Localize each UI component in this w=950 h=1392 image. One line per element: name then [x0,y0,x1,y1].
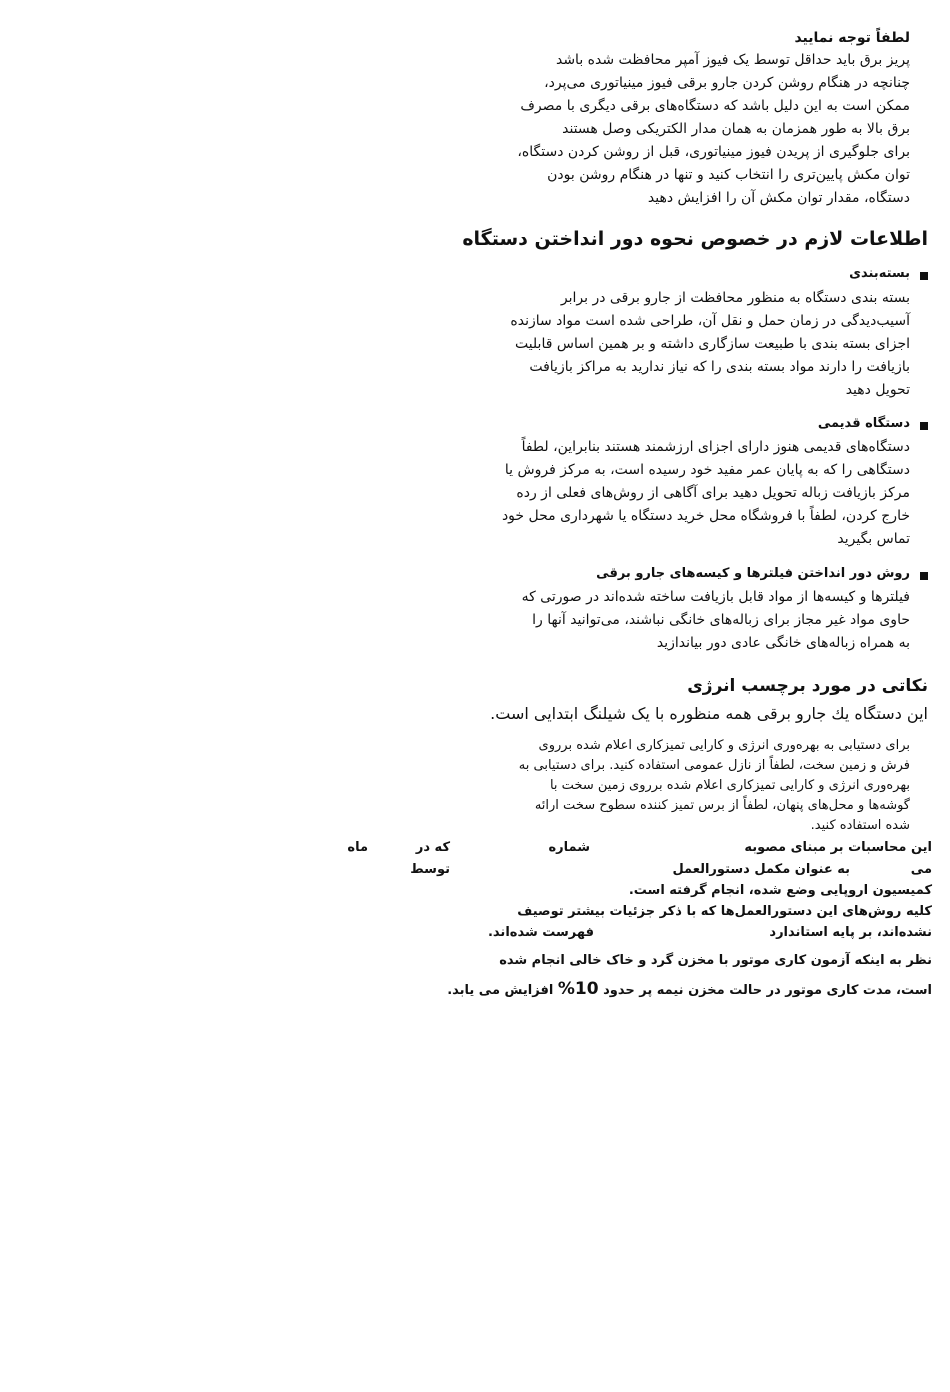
final-line-2-end: افزایش می یابد. [447,983,554,998]
old-device-line: دستگاه‌های قدیمی هنوز دارای اجزای ارزشمند هستند بنابراین، لطفاً [521,439,910,455]
packaging-line: اجزای بسته بندی با طبیعت سازگاری داشته و بر همین اساس قابلیت [514,336,910,352]
calc-line-1c: که در [415,840,450,855]
old-device-line: خارج کردن، لطفاً با فروشگاه محل خرید دستگاه یا شهرداری محل خود [501,508,910,524]
notice-line: برای جلوگیری از پریدن فیوز مینیاتوری، قبل از روشن کردن دستگاه، [517,144,910,160]
old-device-title: دستگاه قدیمی [817,416,910,431]
packaging-line: بازیافت را دارند مواد بسته بندی را که نیاز ندارید به مراکز بازیافت [529,359,910,375]
notice-line: ممکن است به این دلیل باشد که دستگاه‌های برقی دیگری با مصرف [520,98,910,114]
notice-line: دستگاه، مقدار توان مکش آن را افزایش دهید [647,190,910,206]
calc-line-2c: توسط [410,862,450,877]
bullet-square-icon [920,572,928,580]
packaging-line: آسیب‌دیدگی در زمان حمل و نقل آن، طراحی شده است مواد سازنده [510,313,910,329]
old-device-line: دستگاهی را که به پایان عمر مفید خود رسیده است، به مرکز فروش یا [504,462,910,478]
filters-title: روش دور انداختن فیلترها و کیسه‌های جارو برقی [596,566,910,581]
energy-line: گوشه‌ها و محل‌های پنهان، لطفاً از برس تمیز کننده سطوح سخت ارائه [534,798,910,813]
calc-line-3: کمیسیون اروپایی وضع شده، انجام گرفته است. [628,883,932,898]
filters-line: حاوی مواد غیر مجاز برای زباله‌های خانگی نباشند، می‌توانید آنها را [532,612,910,628]
filters-line: فیلترها و کیسه‌ها از مواد قابل بازیافت ساخته شده‌اند در صورتی که [521,589,910,605]
packaging-title: بسته‌بندی [849,266,910,281]
bullet-square-icon [920,422,928,430]
calc-line-5a: نشده‌اند، بر پایه استاندارد [769,925,932,940]
notice-line: پریز برق باید حداقل توسط یک فیوز آمپر محافظت شده باشد [555,52,910,68]
final-line-2-percent: 10% [557,979,599,999]
bullet-square-icon [920,272,928,280]
disposal-heading: اطلاعات لازم در خصوص نحوه دور انداختن دستگاه [462,228,928,250]
final-line-2-about: حدود [603,983,635,998]
calc-line-1a: این محاسبات بر مبنای مصوبه [744,840,932,855]
packaging-line: بسته بندی دستگاه به منظور محافظت از جارو برقی در برابر [560,290,910,306]
energy-heading: نکاتی در مورد برچسب انرژی [687,676,928,696]
filters-line: به همراه زباله‌های خانگی عادی دور بیاندازید [656,635,910,651]
old-device-line: تماس بگیرید [837,531,910,547]
final-line-2 [447,979,932,999]
energy-line: شده استفاده کنید. [810,818,910,833]
packaging-line: تحویل دهید [845,382,910,398]
calc-line-2a: می [910,862,932,877]
calc-line-1b: شماره [548,840,590,855]
old-device-line: مرکز بازیافت زباله تحویل دهید برای آگاهی از روش‌های فعلی از رده [516,485,910,501]
energy-subheading: این دستگاه یك جارو برقی همه منظوره با یک شیلنگ ابتدایی است. [490,704,928,723]
calc-line-4: کلیه روش‌های این دستورالعمل‌ها که با ذکر جزئیات بیشتر توصیف [517,904,932,919]
calc-line-2b: به عنوان مکمل دستورالعمل [672,862,850,877]
notice-line: برق بالا به طور همزمان به همان مدار الکتریکی وصل هستند [562,121,910,137]
notice-title: لطفاً توجه نمایید [794,30,910,46]
notice-line: توان مکش پایین‌تری را انتخاب کنید و تنها در هنگام روشن بودن [547,167,910,183]
notice-line: چنانچه در هنگام روشن کردن جارو برقی فیوز مینیاتوری می‌پرد، [544,75,910,91]
final-line-2-text: است، مدت کاری موتور در حالت مخزن نیمه پر [639,983,932,998]
energy-line: برای دستیابی به بهره‌وری انرژی و کارایی تمیزکاری اعلام شده برروی [538,738,910,753]
calc-line-1d: ماه [347,840,368,855]
calc-line-5b: فهرست شده‌اند. [487,925,594,940]
final-line-1: نظر به اینکه آزمون کاری موتور با مخزن گرد و خاک خالی انجام شده [499,953,932,968]
energy-line: بهره‌وری انرژی و کارایی تمیزکاری اعلام شده برروی زمین سخت با [549,778,910,793]
energy-line: فرش و زمین سخت، لطفاً از نازل عمومی استفاده کنید. برای دستیابی به [518,758,910,773]
